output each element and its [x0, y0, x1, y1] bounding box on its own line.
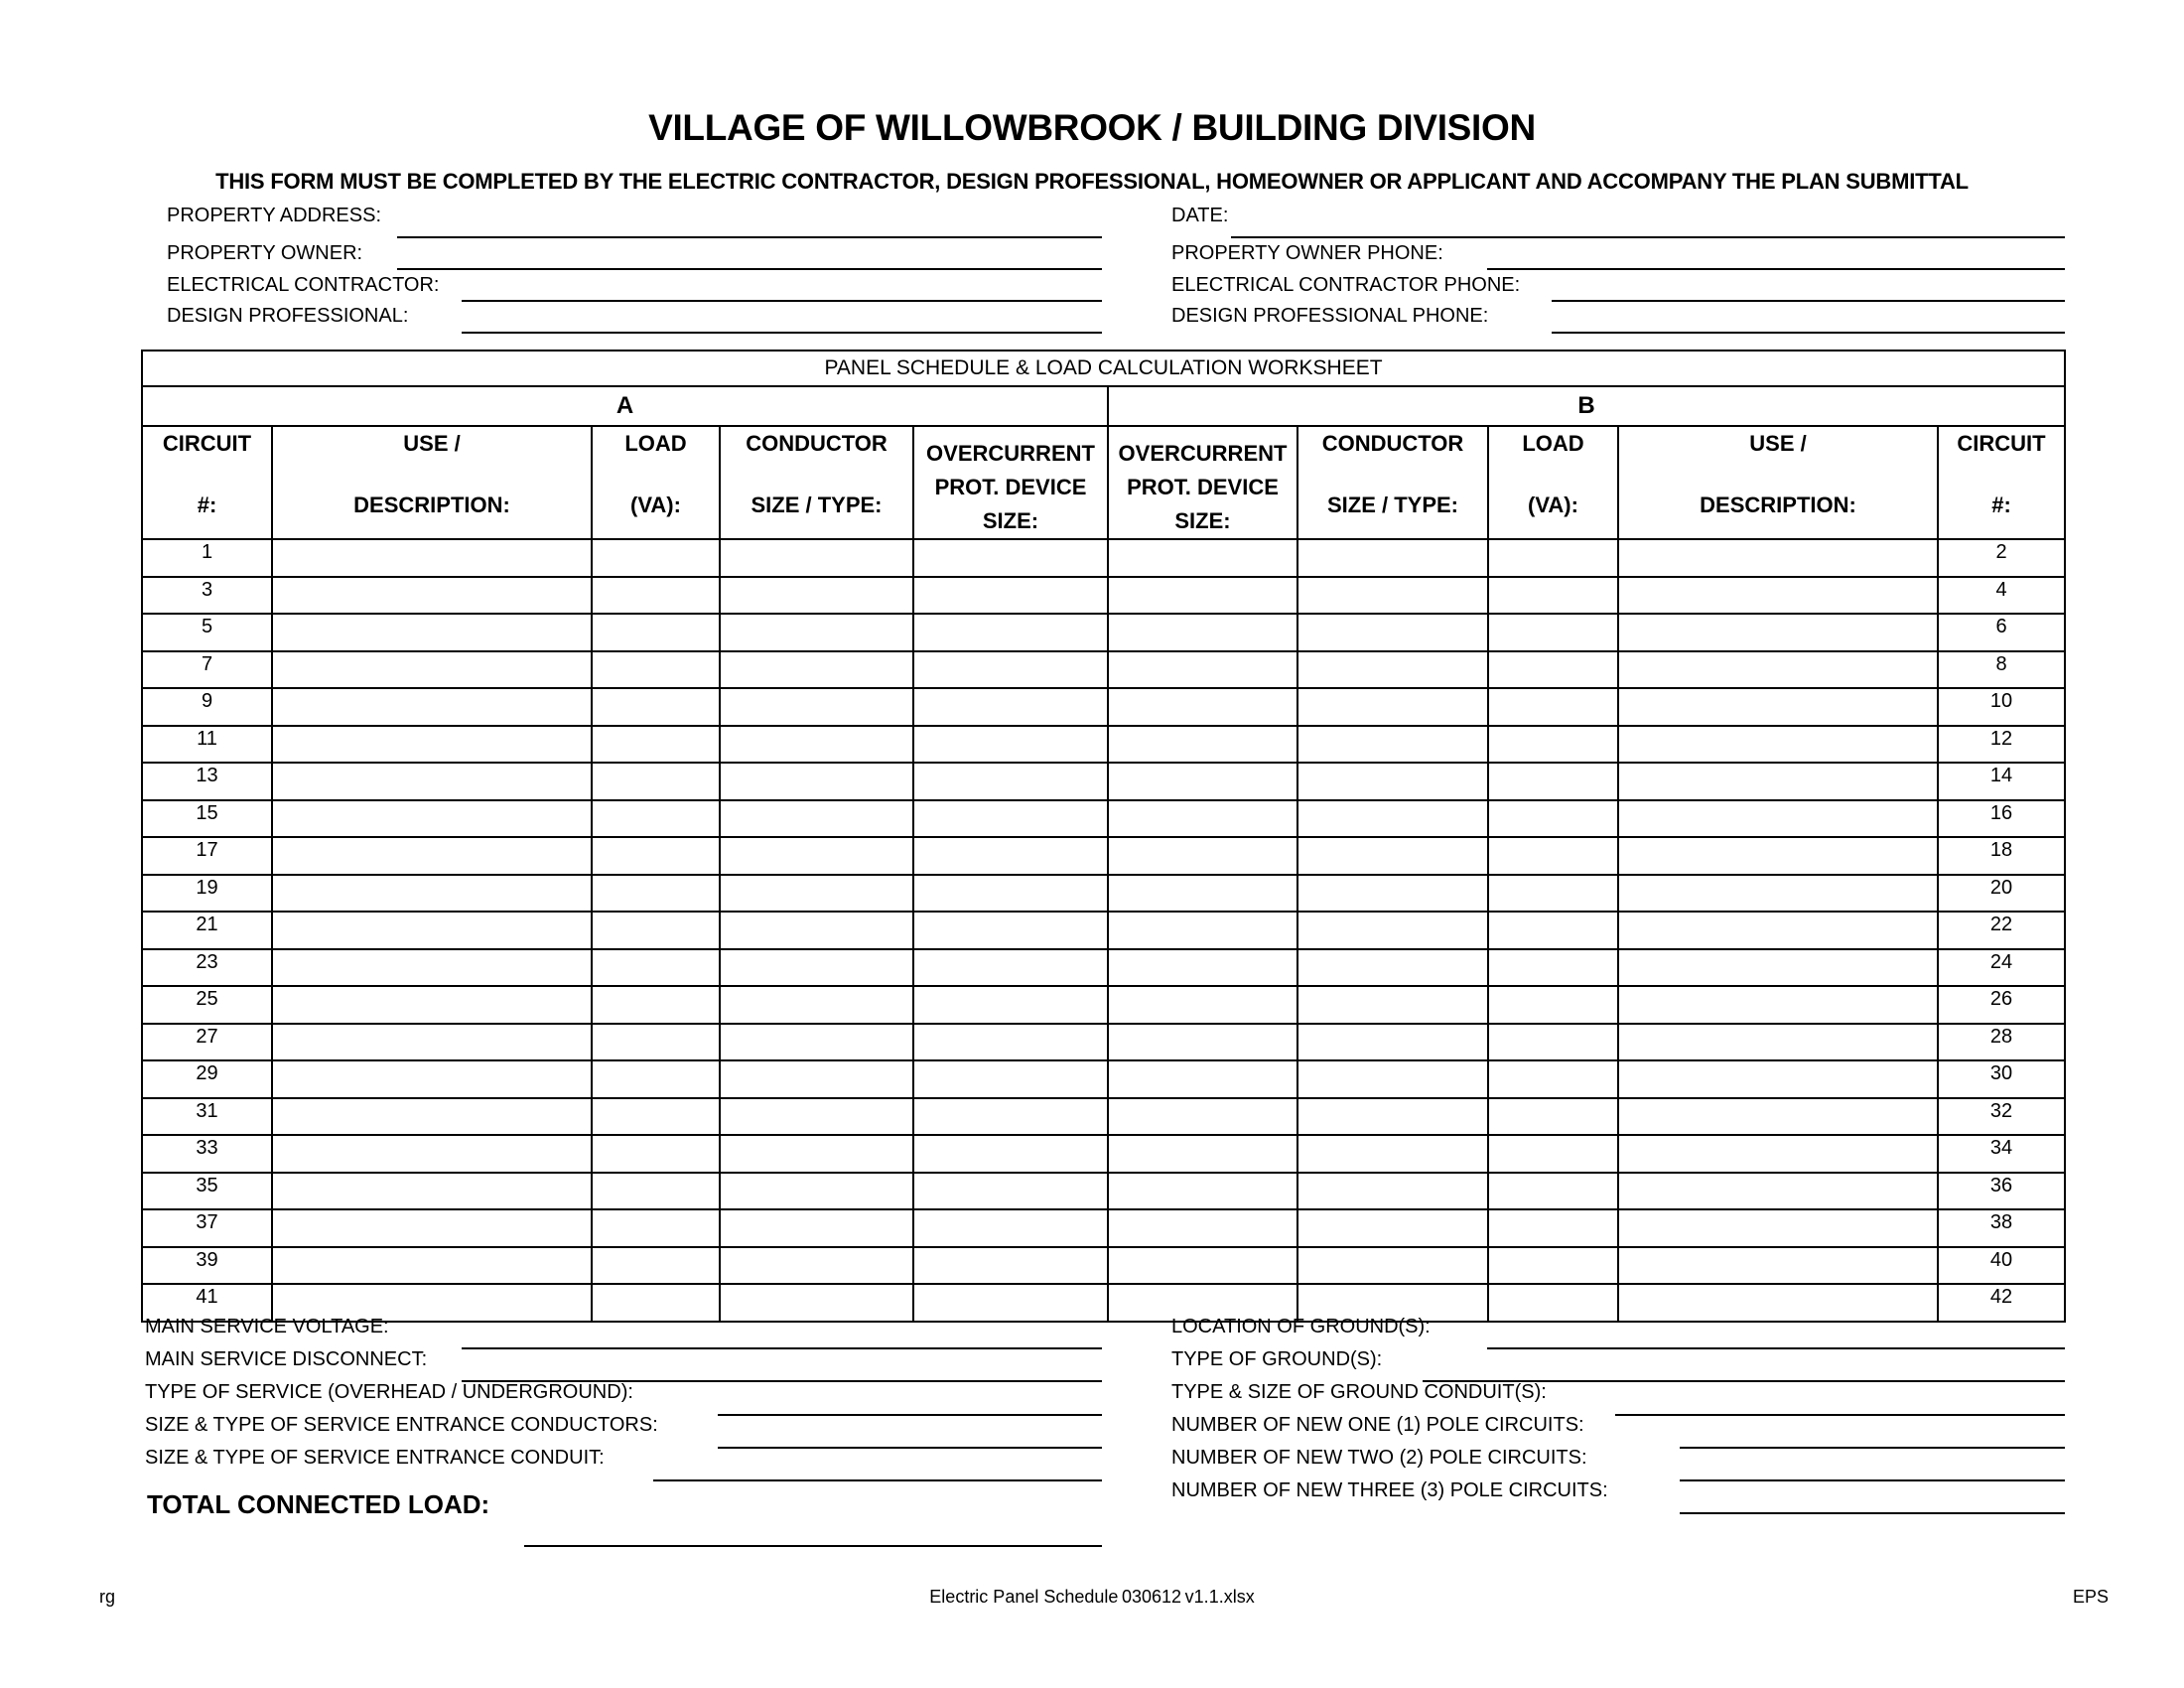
use-b-cell[interactable] [1618, 800, 1938, 838]
load-a-cell[interactable] [592, 949, 720, 987]
conductor-b-cell[interactable] [1297, 726, 1488, 764]
conductor-a-cell[interactable] [720, 614, 913, 651]
load-a-cell[interactable] [592, 1173, 720, 1210]
load-a-cell[interactable] [592, 688, 720, 726]
main-service-voltage-field[interactable] [462, 1347, 1102, 1349]
conductor-b-cell[interactable] [1297, 1173, 1488, 1210]
conductor-b-cell[interactable] [1297, 1247, 1488, 1285]
load-a-cell[interactable] [592, 837, 720, 875]
service-entrance-conductors-label: SIZE & TYPE OF SERVICE ENTRANCE CONDUCTORS: [145, 1414, 658, 1436]
use-b-cell[interactable] [1618, 1173, 1938, 1210]
circuit-number-b: 24 [1938, 949, 2065, 987]
ocpd-b-cell[interactable] [1108, 986, 1297, 1024]
ocpd-a-cell[interactable] [913, 1173, 1108, 1210]
circuit-number-a: 9 [142, 688, 272, 726]
use-b-cell[interactable] [1618, 912, 1938, 949]
property-owner-phone-field[interactable] [1487, 268, 2065, 270]
ocpd-b-cell[interactable] [1108, 1060, 1297, 1098]
panel-schedule-table [141, 350, 2066, 1323]
conductor-b-cell[interactable] [1297, 763, 1488, 800]
circuit-number-b: 34 [1938, 1135, 2065, 1173]
ocpd-a-cell[interactable] [913, 1024, 1108, 1061]
load-a-cell[interactable] [592, 651, 720, 689]
conductor-a-cell[interactable] [720, 651, 913, 689]
load-a-cell[interactable] [592, 614, 720, 651]
conductor-b-cell[interactable] [1297, 912, 1488, 949]
conductor-b-cell[interactable] [1297, 614, 1488, 651]
use-b-cell[interactable] [1618, 726, 1938, 764]
load-b-cell[interactable] [1488, 1024, 1618, 1061]
ocpd-b-cell[interactable] [1108, 1024, 1297, 1061]
conductor-b-cell[interactable] [1297, 837, 1488, 875]
header-load-a: LOAD (VA): [592, 426, 720, 539]
use-b-cell[interactable] [1618, 1209, 1938, 1247]
use-a-cell[interactable] [272, 986, 592, 1024]
conductor-a-cell[interactable] [720, 1284, 913, 1322]
header-ocpd-b: OVERCURRENT PROT. DEVICE SIZE: [1108, 426, 1297, 539]
use-a-cell[interactable] [272, 763, 592, 800]
use-b-cell[interactable] [1618, 875, 1938, 913]
ocpd-a-cell[interactable] [913, 1135, 1108, 1173]
ocpd-b-cell[interactable] [1108, 912, 1297, 949]
ocpd-b-cell[interactable] [1108, 800, 1297, 838]
conductor-b-cell[interactable] [1297, 986, 1488, 1024]
conductor-a-cell[interactable] [720, 1247, 913, 1285]
use-b-cell[interactable] [1618, 539, 1938, 577]
ocpd-a-cell[interactable] [913, 800, 1108, 838]
use-b-cell[interactable] [1618, 1024, 1938, 1061]
location-of-grounds-field[interactable] [1487, 1347, 2065, 1349]
circuit-number-a: 33 [142, 1135, 272, 1173]
use-a-cell[interactable] [272, 726, 592, 764]
circuit-row [142, 800, 2065, 838]
load-b-cell[interactable] [1488, 1098, 1618, 1136]
circuit-number-b: 6 [1938, 614, 2065, 651]
use-a-cell[interactable] [272, 1209, 592, 1247]
main-service-voltage-label: MAIN SERVICE VOLTAGE: [145, 1316, 389, 1337]
use-a-cell[interactable] [272, 1060, 592, 1098]
load-b-cell[interactable] [1488, 1247, 1618, 1285]
ocpd-b-cell[interactable] [1108, 726, 1297, 764]
conductor-b-cell[interactable] [1297, 1209, 1488, 1247]
type-of-grounds-label: TYPE OF GROUND(S): [1171, 1348, 1383, 1370]
main-service-disconnect-label: MAIN SERVICE DISCONNECT: [145, 1348, 428, 1370]
circuit-number-b: 8 [1938, 651, 2065, 689]
design-professional-phone-field[interactable] [1552, 332, 2065, 334]
header-use-a: USE / DESCRIPTION: [272, 426, 592, 539]
circuit-number-b: 38 [1938, 1209, 2065, 1247]
circuit-row [142, 1135, 2065, 1173]
circuit-number-b: 4 [1938, 577, 2065, 615]
service-entrance-conduit-field[interactable] [653, 1479, 1102, 1481]
use-b-cell[interactable] [1618, 986, 1938, 1024]
use-a-cell[interactable] [272, 949, 592, 987]
use-a-cell[interactable] [272, 651, 592, 689]
conductor-a-cell[interactable] [720, 986, 913, 1024]
use-a-cell[interactable] [272, 1098, 592, 1136]
circuit-number-a: 27 [142, 1024, 272, 1061]
one-pole-circuits-field[interactable] [1680, 1447, 2065, 1449]
circuit-row [142, 614, 2065, 651]
load-a-cell[interactable] [592, 577, 720, 615]
conductor-a-cell[interactable] [720, 688, 913, 726]
use-b-cell[interactable] [1618, 837, 1938, 875]
use-b-cell[interactable] [1618, 577, 1938, 615]
conductor-b-cell[interactable] [1297, 539, 1488, 577]
use-b-cell[interactable] [1618, 1098, 1938, 1136]
three-pole-circuits-label: NUMBER OF NEW THREE (3) POLE CIRCUITS: [1171, 1479, 1608, 1501]
load-a-cell[interactable] [592, 875, 720, 913]
ocpd-a-cell[interactable] [913, 577, 1108, 615]
conductor-a-cell[interactable] [720, 949, 913, 987]
property-owner-field[interactable] [397, 268, 1102, 270]
ocpd-b-cell[interactable] [1108, 614, 1297, 651]
use-b-cell[interactable] [1618, 1284, 1938, 1322]
circuit-number-b: 28 [1938, 1024, 2065, 1061]
three-pole-circuits-field[interactable] [1680, 1512, 2065, 1514]
circuit-number-b: 42 [1938, 1284, 2065, 1322]
ocpd-b-cell[interactable] [1108, 539, 1297, 577]
use-a-cell[interactable] [272, 1173, 592, 1210]
two-pole-circuits-field[interactable] [1680, 1479, 2065, 1481]
property-owner-label: PROPERTY OWNER: [167, 242, 363, 264]
date-field[interactable] [1231, 236, 2065, 238]
ocpd-a-cell[interactable] [913, 726, 1108, 764]
ocpd-a-cell[interactable] [913, 688, 1108, 726]
circuit-row [142, 912, 2065, 949]
use-b-cell[interactable] [1618, 688, 1938, 726]
electrical-contractor-phone-field[interactable] [1552, 300, 2065, 302]
circuit-number-b: 2 [1938, 539, 2065, 577]
use-a-cell[interactable] [272, 1024, 592, 1061]
load-b-cell[interactable] [1488, 1135, 1618, 1173]
circuit-number-b: 26 [1938, 986, 2065, 1024]
ground-conduits-field[interactable] [1615, 1414, 2065, 1416]
use-b-cell[interactable] [1618, 651, 1938, 689]
ocpd-a-cell[interactable] [913, 1060, 1108, 1098]
circuit-row [142, 651, 2065, 689]
design-professional-field[interactable] [462, 332, 1102, 334]
circuit-row [142, 986, 2065, 1024]
two-pole-circuits-label: NUMBER OF NEW TWO (2) POLE CIRCUITS: [1171, 1447, 1587, 1469]
circuit-number-a: 3 [142, 577, 272, 615]
ocpd-a-cell[interactable] [913, 949, 1108, 987]
ocpd-a-cell[interactable] [913, 1209, 1108, 1247]
conductor-a-cell[interactable] [720, 1098, 913, 1136]
ocpd-a-cell[interactable] [913, 763, 1108, 800]
one-pole-circuits-label: NUMBER OF NEW ONE (1) POLE CIRCUITS: [1171, 1414, 1584, 1436]
circuit-row [142, 1247, 2065, 1285]
circuit-number-a: 39 [142, 1247, 272, 1285]
load-b-cell[interactable] [1488, 763, 1618, 800]
load-b-cell[interactable] [1488, 1173, 1618, 1210]
circuit-number-b: 30 [1938, 1060, 2065, 1098]
use-a-cell[interactable] [272, 837, 592, 875]
ocpd-a-cell[interactable] [913, 614, 1108, 651]
circuit-row [142, 1060, 2065, 1098]
load-a-cell[interactable] [592, 1098, 720, 1136]
circuit-number-a: 13 [142, 763, 272, 800]
ocpd-b-cell[interactable] [1108, 837, 1297, 875]
circuit-number-b: 22 [1938, 912, 2065, 949]
ocpd-b-cell[interactable] [1108, 763, 1297, 800]
circuit-row [142, 949, 2065, 987]
use-a-cell[interactable] [272, 539, 592, 577]
circuit-row [142, 763, 2065, 800]
conductor-b-cell[interactable] [1297, 1135, 1488, 1173]
total-connected-load-field[interactable] [524, 1545, 1102, 1547]
use-a-cell[interactable] [272, 1135, 592, 1173]
service-entrance-conductors-field[interactable] [718, 1447, 1102, 1449]
section-a-heading: A [142, 386, 1108, 426]
circuit-number-a: 1 [142, 539, 272, 577]
load-a-cell[interactable] [592, 726, 720, 764]
conductor-a-cell[interactable] [720, 726, 913, 764]
total-connected-load-label: TOTAL CONNECTED LOAD: [147, 1489, 490, 1519]
location-of-grounds-label: LOCATION OF GROUND(S): [1171, 1316, 1431, 1337]
load-b-cell[interactable] [1488, 688, 1618, 726]
ocpd-b-cell[interactable] [1108, 1209, 1297, 1247]
load-a-cell[interactable] [592, 986, 720, 1024]
design-professional-phone-label: DESIGN PROFESSIONAL PHONE: [1171, 305, 1489, 327]
header-use-b: USE / DESCRIPTION: [1618, 426, 1938, 539]
property-owner-phone-label: PROPERTY OWNER PHONE: [1171, 242, 1443, 264]
ocpd-b-cell[interactable] [1108, 949, 1297, 987]
circuit-number-b: 14 [1938, 763, 2065, 800]
ocpd-a-cell[interactable] [913, 651, 1108, 689]
load-b-cell[interactable] [1488, 1060, 1618, 1098]
circuit-row [142, 837, 2065, 875]
load-a-cell[interactable] [592, 1209, 720, 1247]
circuit-number-b: 12 [1938, 726, 2065, 764]
circuit-number-a: 37 [142, 1209, 272, 1247]
load-a-cell[interactable] [592, 1135, 720, 1173]
type-of-service-field[interactable] [718, 1414, 1102, 1416]
circuit-number-b: 10 [1938, 688, 2065, 726]
load-a-cell[interactable] [592, 800, 720, 838]
load-b-cell[interactable] [1488, 800, 1618, 838]
conductor-b-cell[interactable] [1297, 651, 1488, 689]
circuit-row [142, 726, 2065, 764]
circuit-number-a: 41 [142, 1284, 272, 1322]
circuit-number-b: 16 [1938, 800, 2065, 838]
load-a-cell[interactable] [592, 1024, 720, 1061]
conductor-a-cell[interactable] [720, 837, 913, 875]
circuit-row [142, 577, 2065, 615]
use-b-cell[interactable] [1618, 614, 1938, 651]
footer-initials: rg [99, 1587, 116, 1607]
use-b-cell[interactable] [1618, 763, 1938, 800]
load-a-cell[interactable] [592, 1284, 720, 1322]
conductor-b-cell[interactable] [1297, 1098, 1488, 1136]
header-circuit-b: CIRCUIT #: [1938, 426, 2065, 539]
circuit-number-a: 11 [142, 726, 272, 764]
circuit-row [142, 1209, 2065, 1247]
load-b-cell[interactable] [1488, 986, 1618, 1024]
electrical-contractor-label: ELECTRICAL CONTRACTOR: [167, 274, 440, 296]
conductor-b-cell[interactable] [1297, 688, 1488, 726]
use-a-cell[interactable] [272, 800, 592, 838]
ocpd-b-cell[interactable] [1108, 1247, 1297, 1285]
circuit-number-a: 19 [142, 875, 272, 913]
load-b-cell[interactable] [1488, 1284, 1618, 1322]
load-b-cell[interactable] [1488, 539, 1618, 577]
ocpd-a-cell[interactable] [913, 539, 1108, 577]
header-conductor-a: CONDUCTOR SIZE / TYPE: [720, 426, 913, 539]
circuit-row [142, 1024, 2065, 1061]
ocpd-b-cell[interactable] [1108, 577, 1297, 615]
property-address-field[interactable] [397, 236, 1102, 238]
type-of-service-label: TYPE OF SERVICE (OVERHEAD / UNDERGROUND): [145, 1381, 633, 1403]
conductor-a-cell[interactable] [720, 763, 913, 800]
conductor-a-cell[interactable] [720, 1209, 913, 1247]
load-a-cell[interactable] [592, 763, 720, 800]
conductor-a-cell[interactable] [720, 875, 913, 913]
ocpd-a-cell[interactable] [913, 1247, 1108, 1285]
footer-filename: Electric Panel Schedule 030612 v1.1.xlsx [929, 1587, 1255, 1607]
circuit-row [142, 875, 2065, 913]
conductor-a-cell[interactable] [720, 539, 913, 577]
load-b-cell[interactable] [1488, 614, 1618, 651]
circuit-number-a: 29 [142, 1060, 272, 1098]
form-instructions: THIS FORM MUST BE COMPLETED BY THE ELECTRIC CONTRACTOR, DESIGN PROFESSIONAL, HOMEOWNER OR APPLICANT AND ACCOMPANY THE PLAN SUBMITTAL [215, 169, 1969, 194]
ocpd-a-cell[interactable] [913, 1098, 1108, 1136]
circuit-number-a: 7 [142, 651, 272, 689]
ocpd-b-cell[interactable] [1108, 651, 1297, 689]
conductor-a-cell[interactable] [720, 912, 913, 949]
header-load-b: LOAD (VA): [1488, 426, 1618, 539]
load-b-cell[interactable] [1488, 1209, 1618, 1247]
circuit-number-b: 40 [1938, 1247, 2065, 1285]
ocpd-a-cell[interactable] [913, 1284, 1108, 1322]
ocpd-a-cell[interactable] [913, 986, 1108, 1024]
use-b-cell[interactable] [1618, 949, 1938, 987]
use-a-cell[interactable] [272, 577, 592, 615]
form-title: VILLAGE OF WILLOWBROOK / BUILDING DIVISION [648, 107, 1536, 148]
circuit-row [142, 1284, 2065, 1322]
circuit-number-b: 18 [1938, 837, 2065, 875]
footer-code: EPS [2073, 1587, 2110, 1607]
load-b-cell[interactable] [1488, 875, 1618, 913]
use-b-cell[interactable] [1618, 1135, 1938, 1173]
load-b-cell[interactable] [1488, 651, 1618, 689]
load-b-cell[interactable] [1488, 949, 1618, 987]
use-a-cell[interactable] [272, 875, 592, 913]
worksheet-title: PANEL SCHEDULE & LOAD CALCULATION WORKSHEET [142, 351, 2065, 386]
header-ocpd-a: OVERCURRENT PROT. DEVICE SIZE: [913, 426, 1108, 539]
load-b-cell[interactable] [1488, 837, 1618, 875]
ground-conduits-label: TYPE & SIZE OF GROUND CONDUIT(S): [1171, 1381, 1547, 1403]
section-b-heading: B [1108, 386, 2065, 426]
conductor-a-cell[interactable] [720, 1173, 913, 1210]
conductor-b-cell[interactable] [1297, 1024, 1488, 1061]
conductor-b-cell[interactable] [1297, 949, 1488, 987]
header-conductor-b: CONDUCTOR SIZE / TYPE: [1297, 426, 1488, 539]
load-a-cell[interactable] [592, 1060, 720, 1098]
property-address-label: PROPERTY ADDRESS: [167, 205, 381, 226]
load-b-cell[interactable] [1488, 726, 1618, 764]
circuit-number-a: 17 [142, 837, 272, 875]
circuit-number-b: 20 [1938, 875, 2065, 913]
conductor-a-cell[interactable] [720, 1135, 913, 1173]
use-b-cell[interactable] [1618, 1247, 1938, 1285]
design-professional-label: DESIGN PROFESSIONAL: [167, 305, 409, 327]
ocpd-a-cell[interactable] [913, 837, 1108, 875]
ocpd-b-cell[interactable] [1108, 1173, 1297, 1210]
use-a-cell[interactable] [272, 912, 592, 949]
circuit-row [142, 1173, 2065, 1210]
circuit-number-a: 25 [142, 986, 272, 1024]
load-b-cell[interactable] [1488, 912, 1618, 949]
ocpd-b-cell[interactable] [1108, 1098, 1297, 1136]
use-a-cell[interactable] [272, 614, 592, 651]
circuit-number-a: 35 [142, 1173, 272, 1210]
conductor-b-cell[interactable] [1297, 875, 1488, 913]
conductor-a-cell[interactable] [720, 577, 913, 615]
circuit-rows [142, 539, 2065, 1322]
conductor-a-cell[interactable] [720, 1060, 913, 1098]
ocpd-b-cell[interactable] [1108, 1135, 1297, 1173]
circuit-row [142, 1098, 2065, 1136]
ocpd-b-cell[interactable] [1108, 875, 1297, 913]
use-b-cell[interactable] [1618, 1060, 1938, 1098]
load-a-cell[interactable] [592, 539, 720, 577]
load-a-cell[interactable] [592, 1247, 720, 1285]
ocpd-a-cell[interactable] [913, 912, 1108, 949]
circuit-number-b: 36 [1938, 1173, 2065, 1210]
header-circuit-a: CIRCUIT #: [142, 426, 272, 539]
conductor-a-cell[interactable] [720, 1024, 913, 1061]
electrical-contractor-phone-label: ELECTRICAL CONTRACTOR PHONE: [1171, 274, 1521, 296]
conductor-a-cell[interactable] [720, 800, 913, 838]
circuit-row [142, 688, 2065, 726]
circuit-number-a: 15 [142, 800, 272, 838]
use-a-cell[interactable] [272, 688, 592, 726]
circuit-number-a: 5 [142, 614, 272, 651]
circuit-number-b: 32 [1938, 1098, 2065, 1136]
circuit-number-a: 31 [142, 1098, 272, 1136]
electrical-contractor-field[interactable] [462, 300, 1102, 302]
circuit-number-a: 23 [142, 949, 272, 987]
conductor-b-cell[interactable] [1297, 800, 1488, 838]
load-b-cell[interactable] [1488, 577, 1618, 615]
ocpd-a-cell[interactable] [913, 875, 1108, 913]
use-a-cell[interactable] [272, 1247, 592, 1285]
service-entrance-conduit-label: SIZE & TYPE OF SERVICE ENTRANCE CONDUIT: [145, 1447, 605, 1469]
conductor-b-cell[interactable] [1297, 1060, 1488, 1098]
circuit-number-a: 21 [142, 912, 272, 949]
circuit-row [142, 539, 2065, 577]
load-a-cell[interactable] [592, 912, 720, 949]
ocpd-b-cell[interactable] [1108, 688, 1297, 726]
date-label: DATE: [1171, 205, 1229, 226]
conductor-b-cell[interactable] [1297, 577, 1488, 615]
